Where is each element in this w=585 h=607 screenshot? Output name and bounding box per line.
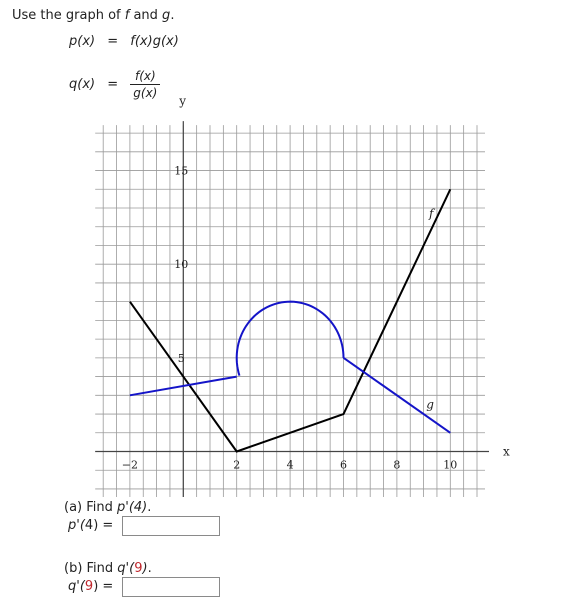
p-equals: = [107,34,119,49]
curve-label-f: f [428,206,434,221]
q-fraction [130,69,160,100]
q-lhs: q(x) [69,77,96,92]
y-tick-label: 15 [174,164,189,178]
instruction-f: f [124,8,130,23]
q-denominator: g(x) [133,86,158,100]
part-a-period: . [147,500,152,515]
part-b-lhs-arg: 9 [84,579,94,594]
grid [95,125,485,497]
curve-label-g: g [426,397,434,412]
part-a-function: p'(4) [117,500,148,515]
instruction-text [12,8,174,23]
q-numerator: f(x) [130,69,160,85]
part-b-prompt [64,561,152,576]
x-tick-label: 2 [233,458,241,472]
part-a-lhs-pre: p'( [68,518,85,533]
part-b-label: (b) Find [64,561,118,576]
axes [95,121,489,497]
part-b-function-pre: q'( [117,561,135,576]
part-b-period: . [147,561,152,576]
part-b-function-arg: 9 [134,561,143,576]
part-a-label: (a) Find [64,500,118,515]
p-definition [69,34,179,49]
x-tick-label: 10 [443,458,458,472]
part-b-function-post: ) [142,561,148,576]
q-definition [69,69,160,100]
part-b-answer-row [68,579,113,594]
x-tick-label: 4 [286,458,294,472]
y-axis-label: y [179,94,187,109]
part-b-lhs-post: ) = [93,579,114,594]
x-tick-label: −2 [121,458,139,472]
graph-of-f-and-g [0,94,585,490]
p-lhs: p(x) [69,34,96,49]
part-a-lhs-post: ) = [93,518,114,533]
x-axis-label: x [503,444,510,459]
instruction-end: . [170,8,175,23]
part-b-lhs-pre: q'( [68,579,85,594]
instruction-g: g [162,8,171,23]
part-a-prompt [64,500,151,515]
part-a-answer-input[interactable] [122,516,220,536]
instruction-lead: Use the graph of [12,8,125,23]
y-tick-label: 10 [174,258,189,272]
part-b-answer-input[interactable] [122,577,220,597]
part-a-answer-row [68,518,113,533]
y-tick-label: 5 [177,351,185,365]
instruction-and: and [129,8,163,23]
q-equals: = [107,77,119,92]
x-tick-label: 8 [393,458,401,472]
x-tick-label: 6 [340,458,347,472]
part-a-lhs-arg: 4 [84,518,94,533]
p-rhs: f(x)g(x) [130,34,179,49]
